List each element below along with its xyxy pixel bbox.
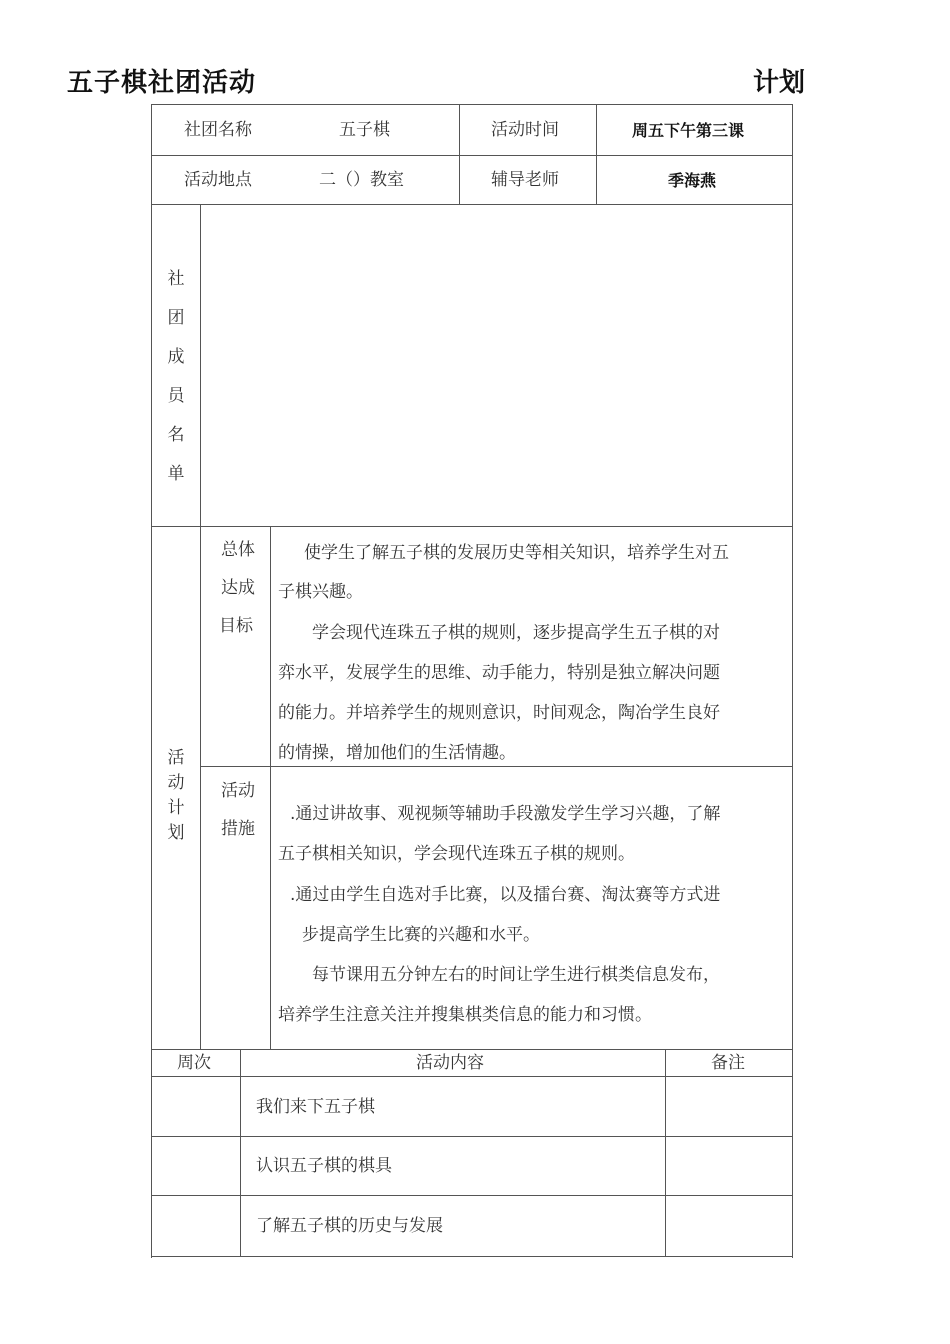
row-divider: [151, 204, 793, 205]
measures-line: .通过由学生自选对手比赛，以及擂台赛、淘汰赛等方式进: [290, 885, 721, 905]
measures-line: .通过讲故事、观视频等辅助手段激发学生学习兴趣，了解: [290, 804, 721, 824]
goals-line: 的能力。并培养学生的规则意识，时间观念，陶冶学生良好: [278, 703, 720, 723]
members-label-char: 名: [167, 425, 185, 445]
teacher-value: 季海燕: [668, 171, 717, 190]
club-name-label: 社团名称: [184, 120, 252, 140]
schedule-content: 认识五子棋的棋具: [256, 1156, 392, 1176]
col-divider: [459, 104, 460, 205]
goals-line: 弈水平，发展学生的思维、动手能力，特别是独立解决问题: [278, 663, 720, 683]
teacher-label: 辅导老师: [491, 170, 559, 190]
club-name-value: 五子棋: [339, 120, 390, 140]
plan-label-char: 计: [167, 798, 185, 818]
measures-label-line: 活动: [221, 781, 255, 801]
schedule-header-week: 周次: [177, 1053, 211, 1073]
col-divider: [665, 1049, 666, 1257]
table-border-left: [151, 104, 152, 1258]
col-divider: [200, 204, 201, 1050]
measures-label-line: 措施: [221, 819, 255, 839]
members-label-char: 团: [167, 308, 185, 328]
schedule-content: 我们来下五子棋: [256, 1097, 375, 1117]
schedule-header-content: 活动内容: [416, 1053, 484, 1073]
goals-line: 子棋兴趣。: [278, 582, 363, 602]
members-label-char: 单: [167, 464, 185, 484]
schedule-content: 了解五子棋的历史与发展: [256, 1216, 443, 1236]
row-divider: [151, 1076, 793, 1077]
activity-time-label: 活动时间: [491, 120, 559, 140]
col-divider: [270, 526, 271, 1050]
row-divider: [151, 155, 793, 156]
col-divider: [596, 104, 597, 205]
row-divider: [151, 1049, 793, 1050]
activity-time-value: 周五下午第三课: [632, 121, 745, 140]
goals-line: 的情操，增加他们的生活情趣。: [278, 743, 516, 763]
goals-label-line: 目标: [219, 616, 253, 636]
activity-place-value: 二（）教室: [319, 170, 404, 190]
measures-line: 培养学生注意关注并搜集棋类信息的能力和习惯。: [278, 1005, 652, 1025]
goals-line: 使学生了解五子棋的发展历史等相关知识，培养学生对五: [304, 543, 729, 563]
members-label-char: 社: [167, 269, 185, 289]
goals-label-line: 达成: [221, 578, 255, 598]
measures-line: 每节课用五分钟左右的时间让学生进行棋类信息发布，: [312, 965, 720, 985]
page-title-suffix: 计划: [753, 68, 806, 98]
table-border-right: [792, 104, 793, 1258]
members-label-char: 员: [167, 386, 185, 406]
activity-place-label: 活动地点: [184, 170, 252, 190]
table-border-bottom: [151, 1256, 793, 1257]
row-divider: [151, 1195, 793, 1196]
page-title: 五子棋社团活动: [67, 68, 257, 98]
plan-label-char: 划: [167, 823, 185, 843]
plan-label-char: 动: [167, 773, 185, 793]
plan-label-char: 活: [167, 748, 185, 768]
table-border-top: [151, 104, 793, 105]
goals-line: 学会现代连珠五子棋的规则，逐步提高学生五子棋的对: [312, 623, 720, 643]
measures-line: 五子棋相关知识，学会现代连珠五子棋的规则。: [278, 844, 635, 864]
schedule-header-note: 备注: [711, 1053, 745, 1073]
members-label-char: 成: [167, 347, 185, 367]
col-divider: [240, 1049, 241, 1257]
goals-label-line: 总体: [221, 540, 255, 560]
row-divider: [151, 526, 793, 527]
measures-line: 步提高学生比赛的兴趣和水平。: [302, 925, 540, 945]
row-divider: [151, 1136, 793, 1137]
